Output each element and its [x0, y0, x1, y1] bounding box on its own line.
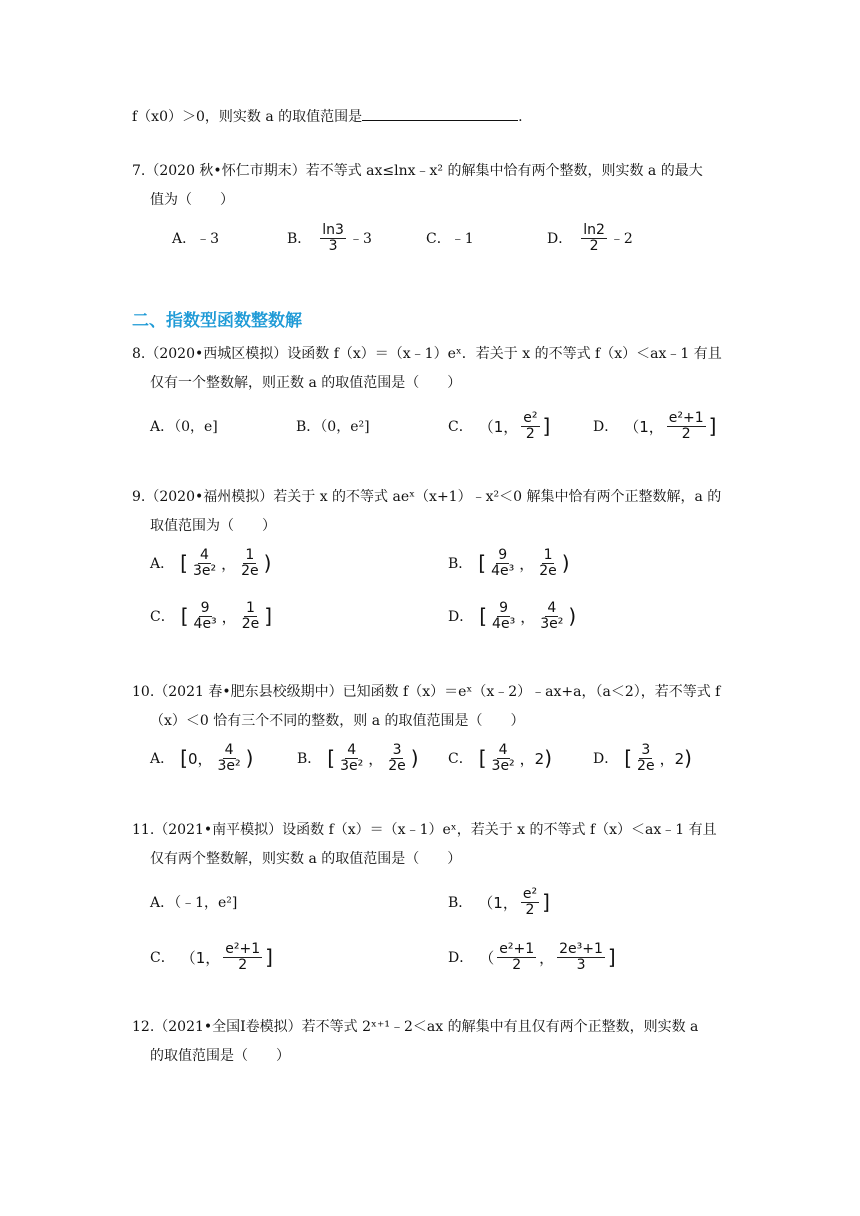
- fraction: $\frac{\ln 3}{3}$: [322, 221, 344, 254]
- answer-blank: [362, 106, 518, 121]
- q8-option-c: C． （1， $\frac{\text{e²}}{2}$ ]: [448, 409, 551, 442]
- q10-option-d: D． [ $\frac{3}{2e}$ ，2 ): [593, 741, 692, 774]
- q8-option-d: D． （1， $\frac{\text{e²+1}}{2}$ ]: [593, 409, 717, 442]
- q10-option-c: C． [ $\frac{4}{\text{3e²}}$ ，2 ): [448, 741, 553, 774]
- q9-option-a: A． [ $\frac{4}{\text{3e²}}$ ， $\frac{1}{2e}$ ): [150, 546, 272, 579]
- q11-option-a: A．（﹣1，e²]: [150, 895, 238, 911]
- q12-stem-line1: 12.（2021•全国Ⅰ卷模拟）若不等式 2ˣ⁺¹﹣2＜ax 的解集中有且仅有两个正整数，则实数 a: [132, 1019, 699, 1035]
- prev-question-tail: [132, 106, 523, 127]
- q7-option-c: C．﹣1: [426, 231, 474, 247]
- fraction: $\frac{\text{e²+1}}{2}$: [668, 409, 704, 442]
- section-heading: 二、指数型函数整数解: [132, 311, 302, 331]
- q9-option-c: C． [ $\frac{9}{\text{4e³}}$ ， $\frac{1}{2e}$ ]: [150, 599, 273, 632]
- q10-option-a: A． [ 0， $\frac{4}{\text{3e²}}$ ): [150, 741, 254, 774]
- prev-question-text: f（x0）＞0，则实数 a 的取值范围是: [132, 109, 363, 125]
- q11-option-d: D． （ $\frac{\text{e²+1}}{2}$ ， $\frac{\text{2e³+1}}{3}$ ]: [448, 940, 616, 973]
- q11-option-c: C． （1， $\frac{\text{e²+1}}{2}$ ]: [150, 940, 273, 973]
- q8-stem-line2: 仅有一个整数解，则正数 a 的取值范围是（ ）: [150, 375, 462, 391]
- q9-option-b: B． [ $\frac{9}{\text{4e³}}$ ， $\frac{1}{2e}$ ): [448, 546, 570, 579]
- q11-stem-line2: 仅有两个整数解，则实数 a 的取值范围是（ ）: [150, 851, 462, 867]
- q8-stem-line1: 8.（2020•西城区模拟）设函数 f（x）＝（x﹣1）eˣ．若关于 x 的不等式 f（x）＜ax﹣1 有且: [132, 346, 722, 362]
- q11-option-b: B． （1， $\frac{\text{e²}}{2}$ ]: [448, 885, 550, 918]
- q9-stem-line1: 9.（2020•福州模拟）若关于 x 的不等式 aeˣ（x+1）﹣x²＜0 解集中恰有两个正整数解，a 的: [132, 489, 722, 505]
- q10-option-b: B． [ $\frac{4}{\text{3e²}}$ ， $\frac{3}{2e}$ ): [297, 741, 419, 774]
- q11-stem-line1: 11.（2021•南平模拟）设函数 f（x）＝（x﹣1）eˣ，若关于 x 的不等式 f（x）＜ax﹣1 有且: [132, 822, 717, 838]
- fraction: $\frac{\text{e²}}{2}$: [523, 409, 538, 442]
- q8-option-b: B．（0，e²]: [296, 419, 370, 435]
- q7-stem-line2: 值为（ ）: [150, 192, 234, 208]
- q10-stem-line1: 10.（2021 春•肥东县校级期中）已知函数 f（x）＝eˣ（x﹣2）﹣ax+a，（a＜2），若不等式 f: [132, 684, 721, 700]
- period: .: [518, 109, 523, 125]
- fraction: $\frac{\ln 2}{2}$: [583, 221, 605, 254]
- q7-option-a: A．﹣3: [172, 231, 220, 247]
- q7-option-b: B． $\frac{\ln 3}{3}$ ﹣3: [287, 221, 372, 254]
- q9-option-d: D． [ $\frac{9}{\text{4e³}}$ ， $\frac{4}{\text{3e²}}$ ): [448, 599, 577, 632]
- q12-stem-line2: 的取值范围是（ ）: [150, 1048, 290, 1064]
- q7-stem-line1: 7.（2020 秋•怀仁市期末）若不等式 ax≤lnx﹣x² 的解集中恰有两个整数，则实数 a 的最大: [132, 163, 703, 179]
- q7-option-d: D． $\frac{\ln 2}{2}$ ﹣2: [547, 221, 633, 254]
- q10-stem-line2: （x）＜0 恰有三个不同的整数，则 a 的取值范围是（ ）: [150, 713, 525, 729]
- q8-option-a: A．（0，e]: [150, 419, 218, 435]
- q9-stem-line2: 取值范围为（ ）: [150, 518, 276, 534]
